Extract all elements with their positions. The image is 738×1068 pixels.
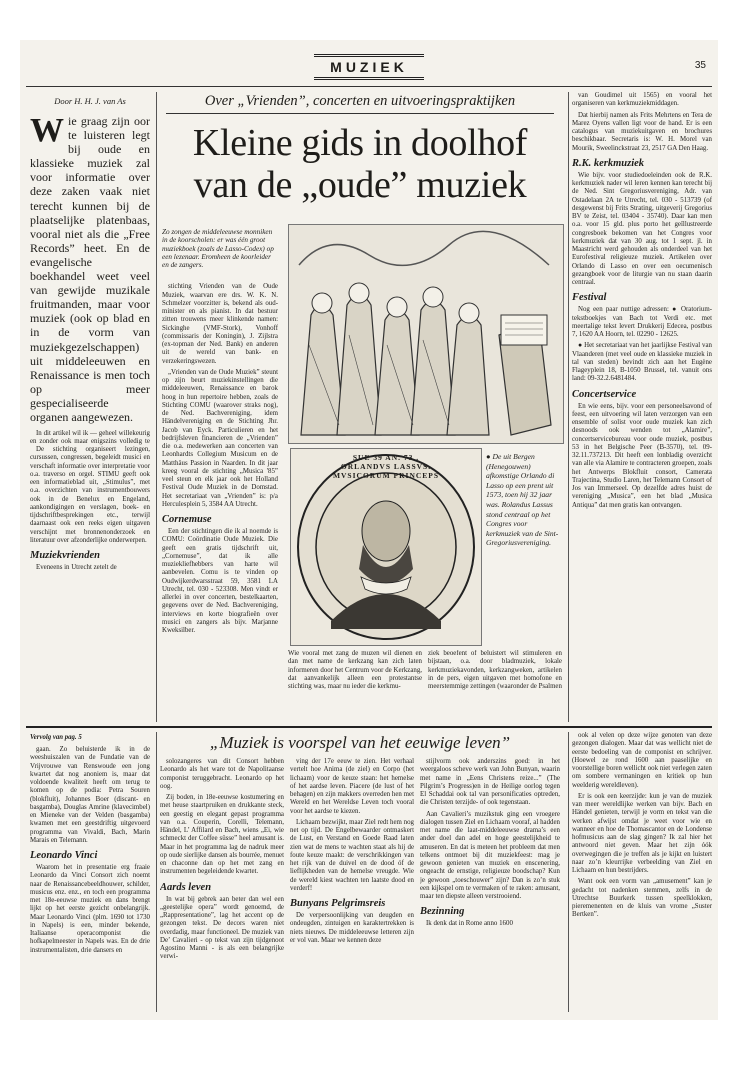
body-paragraph: „Vrienden van de Oude Muziek” steunt op zijn beurt muziekinstellingen die middeleeuwen, Renaissance en barok hoog in hun repertoire hebben, zoals de Stichting COMU (waarover straks nog), de Ned. Bachvereniging, idem Händelvereniging en de Stichting Jhr. Jacob van Eyck. Particulieren en het bedrijfsleven financieren de „Vrienden” die o.a. medewerken aan concerten van Leonhardts Collegium Musicum en de Matthäus Passion in Naarden. In dit jaar kreeg vooral de stichting „Musica '85” veel steun en elk jaar ook het Holland Festival Oude Muziek in de Domstad. Het secretariaat van „Vrienden” is: p/a Herculesplein 5, 3584 AA Utrecht. — [162, 368, 278, 508]
column-rule — [156, 92, 157, 722]
column-rule — [568, 732, 569, 1012]
column-rule — [568, 92, 569, 722]
body-paragraph: De stichting organiseert lezingen, cursussen, congressen, begeleidt musici en verschaft informatie over interpretatie voor o.a. traverso en orgel. STIMU geeft ook een informatieblad uit, „Stimulus”, met o.a. overzichten van instrumentbouwers ook in de Benelux en Engeland, aankondigingen en verslagen, boek- en tijdschriftbesprekingen etc., terwijl daarnaast ook een reeks eigen uitgaven verschijnt met bronnenonderzoek en literatuur over afzonderlijke onderwerpen. — [30, 446, 150, 544]
monks-drawing — [289, 225, 563, 443]
top-rule — [26, 86, 712, 87]
section-divider — [26, 726, 712, 728]
subheading-aards-leven: Aards leven — [160, 881, 212, 893]
bottom-col-1 — [30, 746, 150, 1010]
intro-text: ie graag zijn oor te luisteren legt bij oude en klassieke muziek zal voor informatie over deze zaken vaak niet terecht kunnen bij de plaatselijke platenbaas, vooral niet als die „Free Records” heet. En de evangelische boekhandel weet veel van gewijde muzikale fruitmanden, maar voor muziek (ook op blad en in de vorm van muziekgezelschappen) uit middeleeuwen en Renaissance is men toch op meer gespecialiseerde organen aangewezen. — [30, 114, 150, 424]
intro-paragraph — [30, 114, 150, 424]
newspaper-page — [20, 40, 718, 1020]
body-paragraph: Lichaam bezwijkt, maar Ziel redt hem nog net op tijd. De Engelbewaarder ontmaskert de Lust, en Verstand en Goede Raad laten zien wat de mens te wachten staat als hij de foute keuze maakt: de verschrikkingen van het rijk van de duivel en de dood óf de lieflijkheden van de hemelse vreugde. Wie de wereld kiest wachten ten laatste dood en verderf! — [290, 818, 414, 892]
subheading-muziekvrienden: Muziekvrienden — [30, 550, 101, 561]
subheading-festival: Festival — [572, 292, 607, 304]
bottom-col-4 — [420, 758, 560, 1010]
page-number: 35 — [694, 60, 706, 71]
body-paragraph: solozangeres van dit Consort hebben Leonardo als het ware tot de Napolitaanse componist teruggebracht. Leonardo op het oog. — [160, 758, 284, 790]
body-paragraph: stichting Vrienden van de Oude Muziek, waarvan ere drs. W. K. N. Schmelzer voorzitter is, bekend als oud-minister en als pianist. In dat bestuur zitten trouwens meer klinkende namen: Sickinghe (VMF-Stork), Vonhoff (commissaris der Koningin), J. Zijlstra (ex-topman der Ned. Bank) en anderen uit de wereld van bank- en verzekeringswezen. — [162, 283, 278, 365]
bottom-col-2 — [160, 758, 284, 1010]
subheading-rk-kerkmuziek: R.K. kerkmuziek — [572, 157, 645, 169]
body-paragraph: Eveneens in Utrecht zetelt de — [36, 564, 117, 571]
column-rule — [156, 732, 157, 1012]
body-paragraph: ook al velen op deze wijze genoten van deze gezongen dialogen. Maar dat was wellicht niet de eerste bedoeling van de componist en schrijver. (Hoewel ze rond 1600 aan paaselijke en voorstellige boren wellicht ook niet verlegen zaten om sombere vermaningen en kritiek op hun weelderig wereldleven). — [572, 732, 712, 789]
subheading-bezinning: Bezinning — [420, 906, 465, 918]
body-paragraph: Er is ook een keerzijde: kun je van de muziek van meer wereldlijke werken van bijv. Bach en Händel genieten, terwijl je vorm en tekst van die werken afwijst omdat je weet voor wie en wanneer en hoe de Thomascantor en de Londense hofmusicus aan de slag gingen? Ik zal hier het antwoord niet geven. Maar het zijn óók overwegingen die je treffen als je kijkt en luistert naar zo’n kleurrijke verbeelding van Ziel en Lichaam en hun bestrijders. — [572, 792, 712, 874]
column-2 — [162, 228, 278, 718]
body-paragraph: Dat hierbij namen als Frits Mehrtens en Tera de Marez Oyens vallen ligt voor de hand. Er is een catalogus van muziekuitgaven en brochures beschikbaar. Secretaris is: W. H. Morel van Mourik, Sweelinckstraat 23, 2517 GA Den Haag. — [572, 111, 712, 152]
body-paragraph: Waarom het in presentatie erg fraaie Leonardo da Vinci Consort zich noemt naar de Renaissancebeeldhouwer, schilder, musicus enz. enz., en toch een programma met 18e-eeuwse muziek en dans brengt lijkt op het eerste gezicht onbelangrijk. Maar Leonardo Vinci (plm. 1690 tot 1730 in Napels) is een, minder bekende, Italiaanse operacomponist die hofkapelmeester in Napels was. En de drie instrumentalisten, drie dansers en — [30, 864, 150, 954]
lead-text: Zo zongen de middeleeuwse monniken in de koorscholen: er was één groot muziekboek (zoals de Lasso-Codex) op een lezenaar. Eromheen de koorleider en de zangers. — [162, 228, 274, 270]
body-paragraph: Aan Cavalieri’s muzikstuk ging een vroegere dialogen tussen Ziel en Lichaam vooraf, al hadden met name die laat-middeleeuwse drama’s een ander doel dan adel en hoge geestelijkheid te amuseren. En dat is meteen het probleem dat men telkens ontmoet bij dit muziekfeest: mag je gewoon genieten van muziek en enscenering, ongeacht de ernstige, religieuze boodschap? Kun je gewoon „toeschouwer” zijn? Dan is zo’n stuk een kijkspel om te vermaken of te raken: amusant, maar ten diepste alleen verstrooiend. — [420, 810, 560, 900]
body-paragraph: Wie bijv. voor studiedoeleinden ook de R.K. kerkmuziek nader wil leren kennen kan terecht bij de Ned. Sint Gregoriusvereniging, Adr. van Ostadelaan 2A te Utrecht, tel. 030 - 513739 (of desgewenst bij Frits Strating, uitgeverij Gregorius BV te Zeist, tel. 03404 - 35740). Daar kan men o.a. voor 15 gld. plus porto het geïllustreerde congresboek bekomen van het Congres voor kerkmuziek dat van 30 aug. tot 1 sept. jl. in Maastricht werd gehouden als onderdeel van het Eurofestival religieuze muziek. Artikelen over Orlando di Lasso en over een oecumenisch gezangboek voor de liturgie van nu staan daarin centraal. — [572, 171, 712, 286]
column-1-continued — [30, 446, 150, 714]
body-paragraph: Een der stichtingen die ik al noemde is COMU: Coördinatie Oude Muziek. Die geeft een gratis tijdschrift uit, „Cornemuse”, dat ik alle muziekliefhebbers van harte wil aanbevelen. Comu is te vinden op Oudwijkerdwarsstraat 59, 3581 LA Utrecht, tel. 030 - 523308. Men vindt er allerlei in over concerten, bestelkaarten, gegevens over de Ned. Bachvereniging, interviews en korte biografieën over musici en zangers als bijv. Marjanne Kweksilber. — [162, 528, 278, 635]
bottom-headline: „Muziek is voorspel van het eeuwige leven” — [209, 733, 511, 752]
body-paragraph: ● Het secretariaat van het jaarlijkse Festival van Vlaanderen (met veel oude en klassieke muziek in tal van steden) bevindt zich aan het Eugène Flageyplein 18, B-1050 Brussel, tel. vanuit ons land: 09-32.2.6481484. — [572, 342, 712, 383]
column-1 — [30, 96, 150, 446]
drop-cap: W — [30, 112, 64, 149]
body-paragraph: In wat bij gebrek aan beter dan wel een „geestelijke opera” wordt genoemd, de „Rappresentatione”, lag het accent op de gezongen tekst. De decors waren niet overdadig, maar functioneel. De muziek van De’ Cavalieri - op tekst van zijn tijdgenoot Agostino Manni - is als een belangrijke verwi- — [160, 895, 284, 961]
orlando-di-lasso-portrait — [290, 448, 482, 646]
body-paragraph: Zij boden, in 18e-eeuwse kostumering en met heuse staartpruiken en drukkante steck, een geestig en elegant gepast programma van o.a. Couperin, Corelli, Telemann, Händel, L’ Affilard en Bach, wiens „Ei, wie schmeckt der Coffee süsse” heel amusant is. Maar in het programma lag de nadruk meer op oude sierlijke dansen als bourrée, menuet en chaconne dan op het met zang en instrumenten begeleidende kwartet. — [160, 794, 284, 876]
portrait-inscription: SUE 39 AN. 73 . ORLANDVS LASSVS. MVSICORUM PRINCEPS — [332, 453, 440, 480]
body-paragraph: De verpersoonlijking van deugden en ondeugden, zintuigen en karaktertrekken is niets nieuws. De middeleeuwse letteren zijn er vol van. Maar we kennen deze — [290, 912, 414, 944]
bottom-col-5 — [572, 732, 712, 1010]
body-paragraph: In dit artikel wil ik — geheel willekeurig en zonder ook maar enigszins volledig te — [30, 430, 150, 446]
body-paragraph: stijlvorm ook anderszins goed: in het weergaloos scheve werk van John Bunyan, waarin met name in „Eens Christens reize...” (The Pilgrim’s Progress)en in de Heilige oorlog tegen El Schaddai ook tal van personificaties optreden, die Christen terzijde- of ook tegenstaan. — [420, 758, 560, 807]
body-paragraph: Ik denk dat in Rome anno 1600 — [426, 920, 513, 928]
kicker: Over „Vrienden”, concerten en uitvoeringspraktijken — [204, 93, 516, 109]
subheading-cornemuse: Cornemuse — [162, 514, 212, 526]
kicker-rule — [166, 113, 554, 114]
bottom-column-3: ziek beoefent of beluistert wil stimuleren en bijstaan, o.a. door bladmuziek, lokale kerkmuziekavonden, kerkzangweken, artikelen in de pers, eigen uitgaven met homofone en meerstemmige zettingen (waaronder de Psalmen — [428, 650, 562, 690]
portrait-caption: ● De uit Bergen (Henegouwen) afkomstige Orlando di Lasso op een prent uit 1573, toen hij 32 jaar was. Rolandus Lassus stond centraal op het Congres voor kerkmuziek van de Sint-Gregoriusvereniging. — [486, 452, 559, 548]
continued-note: Vervolg van pag. 5 — [30, 734, 82, 741]
body-paragraph: gaan. Zo beluisterde ik in de weeshuiszalen van de Fundatie van de Vrijvrouwe van Renswoude een jong kwartet dat nog anoniem is, maar dat voldoende kwaliteit heeft om terug te komen op de podia: Petra Souren (blokfluit), Johannes Boer (discant- en basgamba), Douglas Amrine (klavecimbel) en Mieneke van der Velden (basgamba) kwamen met een geestdriftig uitgevoerd programma van Vivaldi, Bach, Marin Marais en Telemann. — [30, 746, 150, 844]
column-1-body — [30, 430, 150, 446]
bottom-col-3 — [290, 758, 414, 1010]
body-paragraph: Nog een paar nuttige adressen: ● Oratorium-tekstboekjes van Bach tot Verdi etc. met meertalige tekst levert Drukkerij Edecea, postbus 7, 1620 AA Hoorn, tel. 02290 - 12625. — [572, 306, 712, 338]
headline-line-1: Kleine gids in doolhof — [192, 122, 528, 164]
byline: Door H. H. J. van As — [54, 96, 126, 106]
bottom-column-2: Wie vooral met zang de muzen wil dienen en dan met name de kerkzang kan zich laten informeren door het Centrum voor de Kerkzang, dat aanvankelijk alleen een protestantse stichting was, maar nu ieder die kerkmu- — [288, 650, 422, 690]
monks-choir-illustration — [288, 224, 564, 444]
subheading-bunyans-pelgrimsreis: Bunyans Pelgrimsreis — [290, 898, 386, 909]
right-column — [572, 92, 712, 718]
body-paragraph: van Goudimel uit 1565) en vooral het organiseren van kerkmuziekmiddagen. — [572, 92, 712, 108]
subheading-concertservice: Concertservice — [572, 388, 637, 400]
section-masthead: MUZIEK — [314, 54, 424, 80]
headline-block — [160, 92, 560, 206]
column-2-body — [162, 283, 278, 635]
subheading-leonardo-vinci: Leonardo Vinci — [30, 850, 98, 861]
body-paragraph: En wie eens, bijv. voor een personeelsavond of feest, een uitvoering wil laten verzorgen van een ensemble of solist voor oude muziek kan zich desnoods ook wenden tot „Alamire”, concertservicebureau voor oude muziek, postbus 53 in het Belgische Peer (B-3570), tel. 09-32.11.737213. Dit heeft een lonbladig overzicht van alle via Alamire te contracteren groepen, zoals het Antwerps Blokfluit consort, Camerata Trajectina, Studio Laren, het Telemann Consort of Jos van Immerseel. Op dezelfde adres huist de vereniging „Musica”, een het blad „Musica Antiqua” dat men gratis kan ontvangen. — [572, 402, 712, 509]
headline-line-2: van de „oude” muziek — [193, 164, 527, 206]
body-paragraph: ving der 17e eeuw te zien. Het verhaal vertelt hoe Anima (de ziel) en Corpo (het lichaam) voor de keuze staan: het hemelse of het aardse leven. Piacere (de lust of het behagen) en zijn makkers overreden hen met Wereld en het Wereldse Leven toch vooral voor het aardse te kiezen. — [290, 758, 414, 815]
body-paragraph: Want ook een vorm van „amusement” kan je gedacht tot nadenken stemmen, zelfs in de Utrechtse Buurkerk tussen speelklokken, pieremenenten en de kluis van vrome „Suster Bertken”. — [572, 878, 712, 919]
